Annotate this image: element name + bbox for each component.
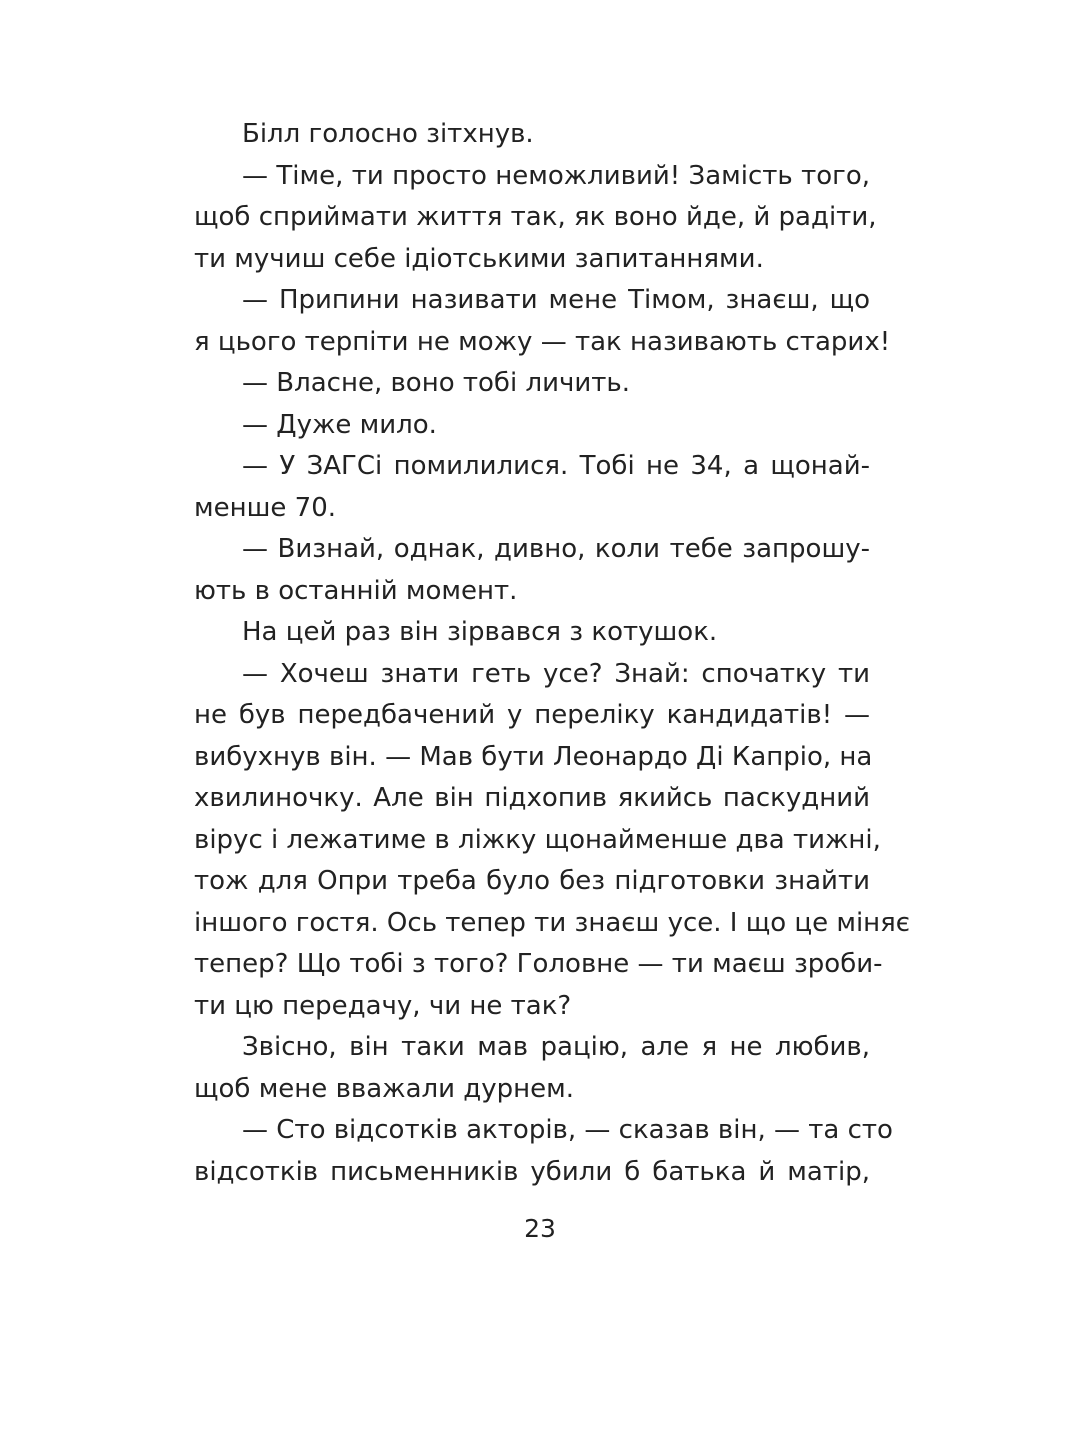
text-line-22: ти цю передачу, чи не так? <box>194 990 572 1021</box>
text-line-10: менше 70. <box>194 492 337 523</box>
text-line-26: відсотків письменників убили б батька й матір, <box>194 1156 870 1187</box>
text-line-4: ти мучиш себе ідіотськими запитаннями. <box>194 243 764 274</box>
text-line-14: — Хочеш знати геть усе? Знай: спочатку ти <box>242 658 870 689</box>
text-line-23: Звісно, він таки мав рацію, але я не любив, <box>242 1032 870 1062</box>
text-line-21: тепер? Що тобі з того? Головне — ти маєш зроби- <box>194 949 883 979</box>
text-line-9: — У ЗАГСі помилилися. Тобі не 34, а щонай- <box>242 451 870 481</box>
text-line-5: — Припини називати мене Тімом, знаєш, що <box>242 285 870 315</box>
text-line-7: — Власне, воно тобі личить. <box>242 368 630 398</box>
text-line-25: — Сто відсотків акторів, — сказав він, — та сто <box>242 1115 893 1145</box>
text-line-17: хвилиночку. Але він підхопив якийсь паскудний <box>194 783 870 813</box>
text-line-1: Білл голосно зітхнув. <box>242 119 534 149</box>
text-line-6: я цього терпіти не можу — так називають старих! <box>194 326 891 357</box>
text-line-19: тож для Опри треба було без підготовки знайти <box>194 866 870 896</box>
text-line-8: — Дуже мило. <box>242 409 437 440</box>
text-line-18: вірус і лежатиме в ліжку щонайменше два тижні, <box>194 824 881 855</box>
text-line-3: щоб сприймати життя так, як воно йде, й радіти, <box>194 202 877 232</box>
page-number: 23 <box>524 1214 556 1243</box>
text-line-24: щоб мене вважали дурнем. <box>194 1073 575 1104</box>
text-line-11: — Визнай, однак, дивно, коли тебе запрошу- <box>242 534 870 564</box>
text-line-16: вибухнув він. — Мав бути Леонардо Ді Капріо, на <box>194 741 873 772</box>
book-page-text <box>194 114 911 1193</box>
text-line-2: — Тіме, ти просто неможливий! Замість того, <box>242 160 870 191</box>
text-line-20: іншого гостя. Ось тепер ти знаєш усе. І що це міняє <box>194 907 911 938</box>
text-line-15: не був передбачений у переліку кандидатів! — <box>194 700 870 730</box>
text-line-12: ють в останній момент. <box>194 575 518 606</box>
text-line-13: На цей раз він зірвався з котушок. <box>242 617 718 647</box>
